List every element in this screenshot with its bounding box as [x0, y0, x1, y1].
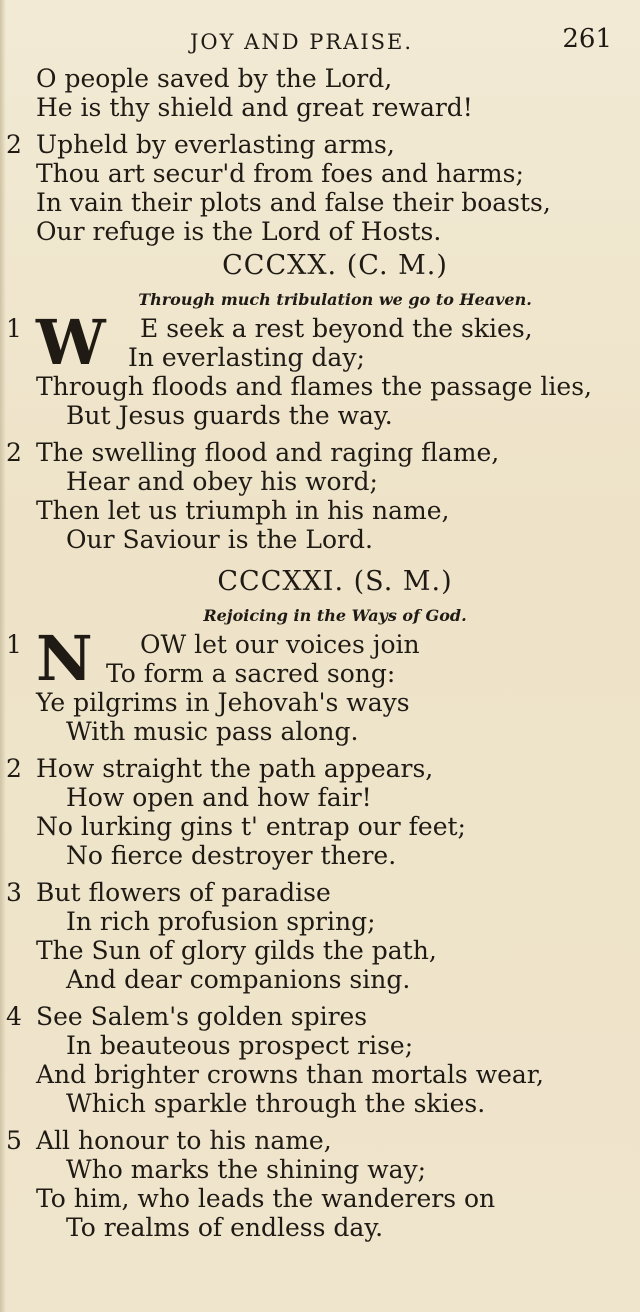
verse-number: 4: [6, 1002, 22, 1031]
verse-line: 3 But flowers of paradise: [6, 878, 331, 907]
verse-line: Ye pilgrims in Jehovah's ways: [36, 688, 410, 717]
verse-line: 2 Upheld by everlasting arms,: [6, 130, 395, 159]
verse-line: 1 N OW let our voices join: [6, 622, 420, 695]
running-title: JOY AND PRAISE.: [190, 30, 414, 54]
verse-line: Through floods and flames the passage lies,: [36, 372, 592, 401]
verse-line: The Sun of glory gilds the path,: [36, 936, 437, 965]
page-content: [0, 64, 640, 1242]
verse-line: And brighter crowns than mortals wear,: [36, 1060, 544, 1089]
drop-cap: W: [36, 306, 106, 379]
verse-line: No lurking gins t' entrap our feet;: [36, 812, 466, 841]
verse-number: 2: [6, 130, 22, 159]
verse-number: 5: [6, 1126, 22, 1155]
verse-number: 1: [6, 630, 22, 659]
verse-line: 1 W E seek a rest beyond the skies,: [6, 306, 533, 379]
hymn-subtitle: Rejoicing in the Ways of God.: [203, 606, 467, 625]
verse-line: In vain their plots and false their boasts,: [36, 188, 551, 217]
verse-number: 1: [6, 314, 22, 343]
verse-line: O people saved by the Lord,: [36, 64, 393, 93]
page-number: 261: [562, 24, 612, 54]
verse-line: 5 All honour to his name,: [6, 1126, 332, 1155]
verse-line: But Jesus guards the way.: [66, 401, 393, 430]
drop-cap: N: [36, 622, 93, 695]
verse-line: 2 The swelling flood and raging flame,: [6, 438, 500, 467]
verse-line: Hear and obey his word;: [66, 467, 378, 496]
verse-line: Who marks the shining way;: [66, 1155, 427, 1184]
verse-line: Which sparkle through the skies.: [66, 1089, 486, 1118]
verse-line: In rich profusion spring;: [66, 907, 376, 936]
verse-line: Our refuge is the Lord of Hosts.: [36, 217, 442, 246]
verse-line: To form a sacred song:: [106, 659, 396, 688]
verse-line: 4 See Salem's golden spires: [6, 1002, 368, 1031]
verse-line: To him, who leads the wanderers on: [36, 1184, 496, 1213]
verse-line: Our Saviour is the Lord.: [66, 525, 373, 554]
verse-number: 3: [6, 878, 22, 907]
verse-line: To realms of endless day.: [66, 1213, 384, 1242]
verse-line: Thou art secur'd from foes and harms;: [36, 159, 524, 188]
verse-line: With music pass along.: [66, 717, 359, 746]
verse-number: 2: [6, 438, 22, 467]
verse-number: 2: [6, 754, 22, 783]
verse-line: How open and how fair!: [66, 783, 372, 812]
hymn-title: CCCXXI. (S. M.): [217, 566, 453, 597]
verse-line: He is thy shield and great reward!: [36, 93, 473, 122]
verse-line: No fierce destroyer there.: [66, 841, 397, 870]
verse-line: Then let us triumph in his name,: [36, 496, 450, 525]
verse-line: And dear companions sing.: [66, 965, 411, 994]
verse-line: 2 How straight the path appears,: [6, 754, 434, 783]
verse-line: In everlasting day;: [128, 343, 365, 372]
hymn-title: CCCXX. (C. M.): [222, 250, 448, 281]
verse-line: In beauteous prospect rise;: [66, 1031, 414, 1060]
page-header: [0, 20, 640, 60]
hymn-subtitle: Through much tribulation we go to Heaven.: [138, 290, 532, 309]
